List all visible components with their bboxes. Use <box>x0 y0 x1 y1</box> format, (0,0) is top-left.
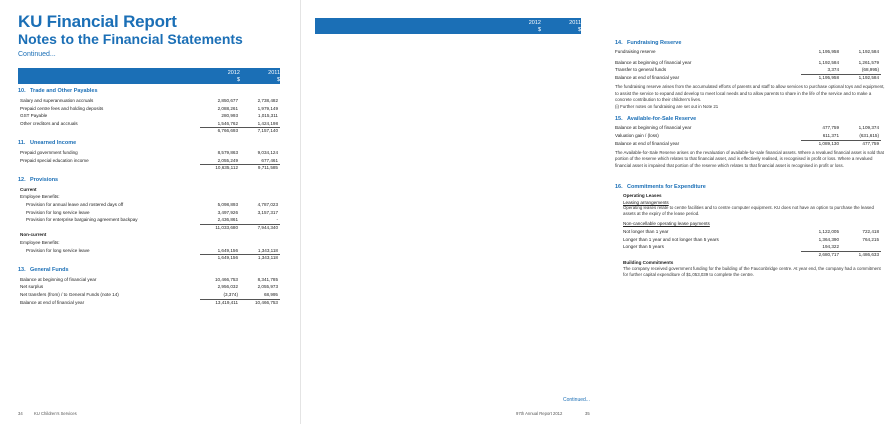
row-label: Balance at beginning of financial year <box>615 59 692 65</box>
section-number: 10. <box>18 88 26 94</box>
paragraph: The company received government funding for the building of the Fauconbridge centre. At year end, the company had a commitment for further capital expenditure of $1,053,039 to complete the centre. <box>623 265 881 277</box>
row-label: Non-current <box>20 232 47 238</box>
row-label: Balance at end of financial year <box>615 140 680 146</box>
value-2011: 677,461 <box>261 157 278 163</box>
value-2011: 7,157,140 <box>257 128 278 134</box>
year-2012-right: 2012 <box>528 20 541 26</box>
value-2011: 9,711,585 <box>257 165 278 171</box>
table-row <box>20 149 278 157</box>
year-header-right <box>315 18 581 34</box>
value-2011: 1,015,311 <box>257 113 278 119</box>
value-2011: 1,261,579 <box>858 59 879 65</box>
report-title: KU Financial Report <box>18 12 177 31</box>
section-heading <box>18 140 76 146</box>
unit-2012-right: $ <box>537 27 541 33</box>
table-row <box>20 291 278 299</box>
row-label: Not longer than 1 year <box>623 229 669 235</box>
section-title: Provisions <box>30 176 59 183</box>
value-2012: 6,766,693 <box>217 128 238 134</box>
value-2012: 280,993 <box>221 113 238 119</box>
value-2011: 4,787,023 <box>257 202 278 207</box>
value-2012: 2,956,032 <box>217 284 238 290</box>
table-row <box>615 59 879 67</box>
paragraph: Operating leases relate to centre facilities and to centre computer equipment. KU does not have an option to purchase the leased assets at the expiry of the lease period. <box>623 205 874 217</box>
total-row <box>20 224 278 232</box>
value-2012: 2,436,861 <box>217 217 238 223</box>
table-row <box>20 283 278 291</box>
value-2011: 1,192,584 <box>858 49 879 54</box>
year-2011: 2011 <box>268 70 280 76</box>
row-label: Employee Benefits: <box>20 240 60 245</box>
table-row <box>20 247 278 255</box>
unit-2011: $ <box>276 77 280 83</box>
row-label: Provision for enterprise bargaining agreement backpay <box>26 217 138 223</box>
value-2011: 68,995 <box>263 292 278 297</box>
row-label: Balance at beginning of financial year <box>615 125 692 131</box>
row-label: Current <box>20 186 37 192</box>
value-2012: 477,759 <box>822 125 839 131</box>
total-row <box>615 74 879 82</box>
section-number: 14. <box>615 40 623 46</box>
total-row <box>20 127 278 135</box>
table-row <box>20 216 278 224</box>
left-page <box>0 0 300 424</box>
value-2011: - <box>276 217 278 223</box>
value-2012: 1,364,390 <box>818 236 839 242</box>
row-label: Net surplus <box>20 284 44 290</box>
paragraph: The fundraising reserve arises from the accumulated efforts of parents and staff to allow services to purchase optional toys and equipment, to assist the service to expand and develop to meet local needs and to allow parents to share in the life of the service and to make a concrete contribution to their children's lives. <box>615 84 885 102</box>
value-2012: 1,546,762 <box>217 120 238 126</box>
row-label: Balance at beginning of financial year <box>20 276 97 282</box>
value-2012: 3,374 <box>827 67 839 73</box>
table-row <box>20 209 278 217</box>
value-2012: 13,419,411 <box>215 299 238 305</box>
paragraph: (i) Further notes on fundraising are set out in Note 21 <box>615 104 719 110</box>
total-row <box>20 254 278 262</box>
total-row <box>615 140 879 148</box>
report-subtitle: Notes to the Financial Statements <box>18 31 243 47</box>
table-row <box>20 276 278 284</box>
row-label: Employee Benefits: <box>20 194 60 200</box>
value-2011: 1,343,118 <box>257 247 278 253</box>
row-label: Balance at end of financial year <box>615 74 680 80</box>
value-2011: 477,759 <box>862 140 879 146</box>
section-title: Fundraising Reserve <box>627 40 682 46</box>
value-2012: 5,098,893 <box>217 202 238 207</box>
section-number: 13. <box>18 266 26 273</box>
value-2012: 1,122,005 <box>818 229 839 235</box>
section-heading <box>615 40 681 46</box>
row-label: Prepaid government funding <box>20 150 78 155</box>
table-row <box>20 239 278 247</box>
value-2012: 3,497,926 <box>217 209 238 215</box>
table-row <box>623 228 879 236</box>
right-footer-text: 97th Annual Report 2012 <box>516 411 563 416</box>
row-label: Prepaid centre fees and holding deposits <box>20 105 104 111</box>
section-number: 16. <box>615 184 623 191</box>
value-2011: 10,466,753 <box>255 299 278 305</box>
value-2012: 1,649,156 <box>217 255 238 261</box>
unit-2012: $ <box>236 77 240 83</box>
value-2011: 1,343,118 <box>257 255 278 261</box>
value-2011: 1,424,198 <box>257 120 278 126</box>
value-2012: 2,088,261 <box>217 105 238 111</box>
year-2011-right: 2011 <box>569 20 581 26</box>
value-2011: 3,157,317 <box>257 209 278 215</box>
section-title: General Funds <box>30 266 69 273</box>
value-2012: 1,649,156 <box>217 247 238 253</box>
table-row <box>20 157 278 165</box>
section-title: Available-for-Sale Reserve <box>627 116 697 123</box>
table-row <box>615 132 879 140</box>
value-2011: (631,615) <box>859 133 879 138</box>
table-row <box>20 120 278 128</box>
value-2012: 10,466,753 <box>215 276 238 282</box>
value-2012: 2,850,677 <box>217 98 238 103</box>
value-2011: 9,034,124 <box>257 150 278 155</box>
right-page <box>300 0 885 424</box>
table-row <box>20 201 278 209</box>
value-2011: 722,418 <box>862 229 879 235</box>
table-row <box>20 231 278 239</box>
row-label: Net transfers (from) / to General Funds (note 14) <box>20 292 119 297</box>
value-2012: 1,089,130 <box>818 140 839 146</box>
section-heading <box>615 184 706 190</box>
subheading: Building Commitments <box>623 259 674 265</box>
section-number: 12. <box>18 176 26 183</box>
subheading-underlined: Non-cancellable operating lease payments <box>623 221 710 227</box>
row-label: Longer than 5 years <box>623 244 664 250</box>
value-2012: 1,192,584 <box>818 59 839 65</box>
section-number: 15. <box>615 116 623 123</box>
value-2012: 1,195,958 <box>818 49 839 54</box>
value-2011: 2,055,973 <box>257 284 278 290</box>
table-row <box>20 112 278 120</box>
value-2012: 611,371 <box>822 133 839 138</box>
total-row <box>20 164 278 172</box>
section-title: Unearned Income <box>30 140 77 146</box>
row-label: Valuation gain / (loss) <box>615 133 659 138</box>
value-2012: 194,322 <box>822 244 839 250</box>
section-heading <box>18 177 58 183</box>
value-2011: 1,979,149 <box>257 105 278 111</box>
subheading-underlined: Leasing arrangements <box>623 200 669 206</box>
row-label: Fundraising reserve <box>615 49 656 54</box>
value-2012: 11,033,680 <box>215 224 238 230</box>
row-label: Salary and superannuation accruals <box>20 98 94 103</box>
left-page-number: 34 <box>18 411 23 416</box>
value-2011: 8,341,785 <box>257 276 278 282</box>
row-label: Provision for long service leave <box>26 247 90 253</box>
value-2012: (3,374) <box>223 292 238 297</box>
value-2011: 1,109,374 <box>858 125 879 131</box>
value-2012: 2,055,249 <box>217 157 238 163</box>
section-title: Trade and Other Payables <box>30 88 98 94</box>
total-row <box>20 299 278 307</box>
total-row <box>623 251 879 259</box>
paragraph: The Available-for-Sale Reserve arises on the revaluation of available-for-sale financial assets. Where a revalued financial asset is sold that portion of the reserve which relates to that financial asset, and is effectively realised, is recognised in profit or loss. Where a revalued financial asset is impaired that portion of the reserve which relates to that financial asset is recognised in profit or loss. <box>615 150 884 168</box>
value-2011: 7,944,340 <box>257 224 278 230</box>
year-2012: 2012 <box>227 70 240 76</box>
value-2011: 1,486,633 <box>858 252 879 257</box>
row-label: Provision for long service leave <box>26 209 90 215</box>
row-label: GST Payable <box>20 113 48 119</box>
value-2012: 1,195,958 <box>818 74 839 80</box>
continued-link[interactable]: Continued... <box>563 397 590 403</box>
row-label: Provision for annual leave and rostered days off <box>26 202 124 207</box>
row-label: Prepaid special education income <box>20 157 89 163</box>
table-row <box>615 48 879 56</box>
value-2012: 8,579,863 <box>217 150 238 155</box>
section-heading <box>18 88 98 94</box>
table-row <box>20 186 278 194</box>
year-header-left <box>18 68 280 84</box>
value-2011: 764,215 <box>862 236 879 242</box>
subheading: Operating Leases <box>623 193 662 199</box>
table-row <box>615 124 879 132</box>
row-label: Transfer to general funds <box>615 67 667 73</box>
section-heading <box>615 116 696 122</box>
table-row <box>615 66 879 74</box>
value-2012: 10,635,112 <box>215 165 238 171</box>
value-2011: 2,738,482 <box>257 98 278 103</box>
table-row <box>623 243 879 251</box>
section-title: Commitments for Expenditure <box>627 184 706 191</box>
continued-label: Continued... <box>18 51 56 58</box>
left-footer-text: KU Children's Services <box>34 411 77 416</box>
right-page-number: 35 <box>585 411 590 416</box>
value-2011: 1,192,584 <box>858 74 879 80</box>
row-label: Other creditors and accruals <box>20 120 78 126</box>
row-label: Longer than 1 year and not longer than 5 years <box>623 236 719 242</box>
section-number: 11. <box>18 140 26 146</box>
value-2012: 2,680,717 <box>818 252 839 257</box>
unit-2011-right: $ <box>577 27 581 33</box>
value-2011: (68,995) <box>861 67 879 73</box>
row-label: Balance at end of financial year <box>20 299 85 305</box>
table-row <box>20 105 278 113</box>
table-row <box>20 193 278 201</box>
section-heading <box>18 267 69 273</box>
table-row <box>623 236 879 244</box>
table-row <box>20 97 278 105</box>
